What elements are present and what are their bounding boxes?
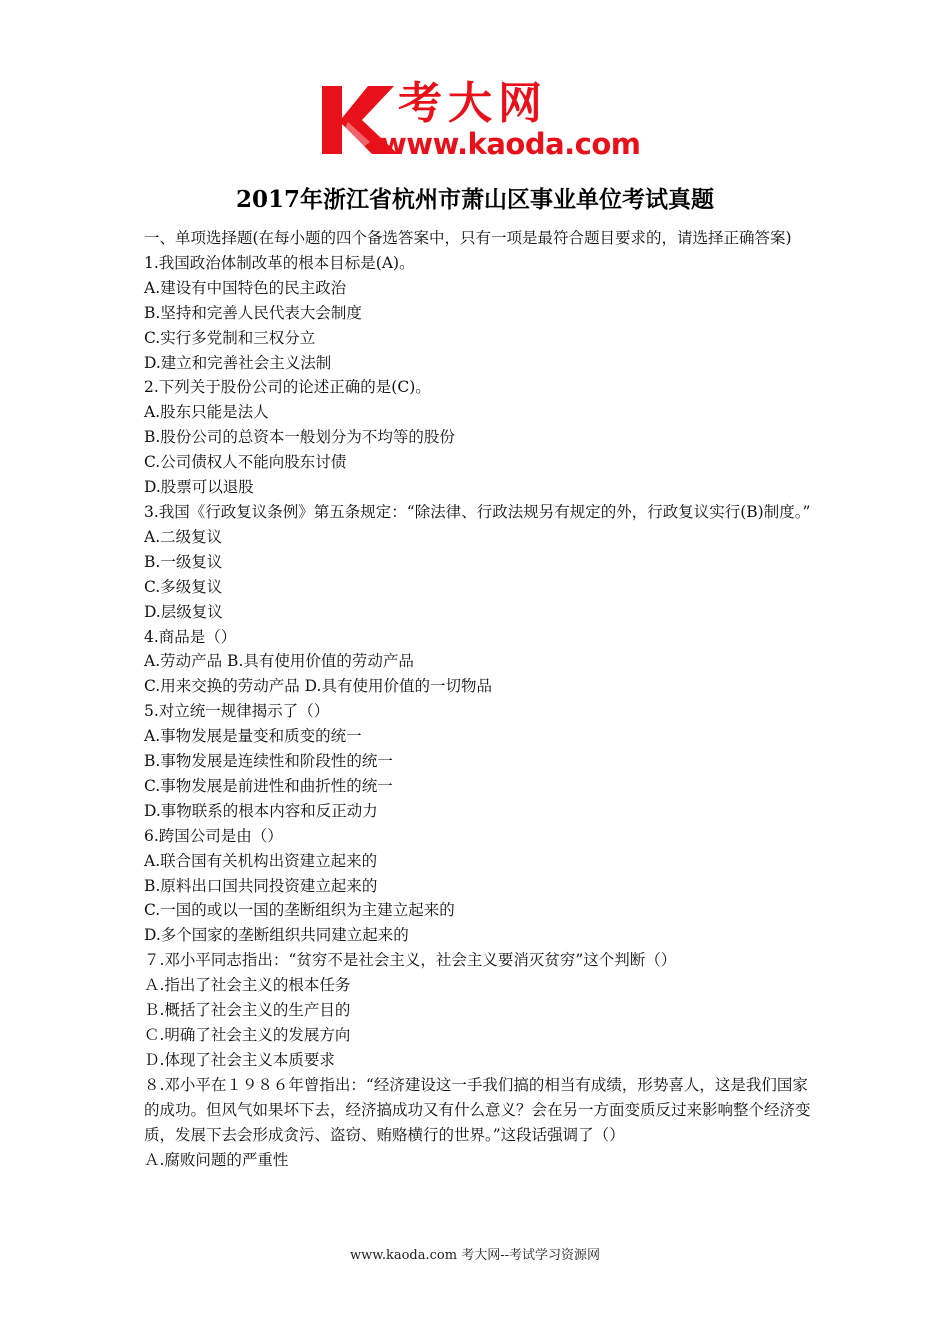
text-line: A.二级复议 — [144, 527, 223, 546]
logo-url-text: www.kaoda.com — [380, 127, 641, 161]
text-line: D.股票可以退股 — [144, 478, 254, 497]
text-line: B.一级复议 — [144, 552, 223, 571]
text-line: C.用来交换的劳动产品 D.具有使用价值的一切物品 — [144, 677, 492, 696]
text-line: C.多级复议 — [144, 577, 223, 596]
text-line: Ｄ.体现了社会主义本质要求 — [144, 1050, 335, 1069]
text-line: B.股份公司的总资本一般划分为不均等的股份 — [144, 428, 455, 447]
text-line: 一、单项选择题(在每小题的四个备选答案中，只有一项是最符合题目要求的，请选择正确答案) — [144, 229, 792, 247]
text-line: A.事物发展是量变和质变的统一 — [144, 727, 362, 746]
text-line: Ａ.腐败问题的严重性 — [144, 1150, 289, 1169]
text-line: D.事物联系的根本内容和反正动力 — [144, 801, 378, 820]
text-line: B.坚持和完善人民代表大会制度 — [144, 303, 362, 322]
text-line: D.多个国家的垄断组织共同建立起来的 — [144, 926, 409, 945]
logo-brand-text: 考大网 — [398, 78, 548, 129]
question-list — [144, 226, 812, 1172]
text-line: A.联合国有关机构出资建立起来的 — [144, 851, 378, 870]
text-line: 4.商品是（） — [144, 627, 237, 646]
text-line: A.建设有中国特色的民主政治 — [144, 278, 347, 297]
text-line: C.公司债权人不能向股东讨债 — [144, 453, 347, 472]
text-line: Ｂ.概括了社会主义的生产目的 — [144, 1001, 351, 1020]
text-line: 5.对立统一规律揭示了（） — [144, 702, 330, 721]
text-line: D.建立和完善社会主义法制 — [144, 353, 332, 372]
kaoda-logo — [318, 78, 641, 162]
text-line: ８.邓小平在１９８６年曾指出：“经济建设这一手我们搞的相当有成绩，形势喜人，这是我们国家的成功。但风气如果坏下去，经济搞成功又有什么意义？会在另一方面变质反过来影响整个经济变质，发展下去会形成贪污、盗窃、贿赂横行的世界。”这段话强调了（） — [144, 1075, 811, 1144]
page-footer: www.kaoda.com 考大网--考试学习资源网 — [350, 1248, 600, 1263]
text-line: A.劳动产品 B.具有使用价值的劳动产品 — [144, 652, 414, 671]
text-line: Ｃ.明确了社会主义的发展方向 — [144, 1026, 351, 1044]
text-line: 3.我国《行政复议条例》第五条规定：“除法律、行政法规另有规定的外，行政复议实行(B)制度。” — [144, 502, 811, 521]
text-line: B.原料出口国共同投资建立起来的 — [144, 876, 378, 895]
text-line: C.事物发展是前进性和曲折性的统一 — [144, 776, 393, 795]
text-line: 6.跨国公司是由（） — [144, 826, 283, 845]
text-line: C.一国的或以一国的垄断组织为主建立起来的 — [144, 901, 455, 920]
text-line: C.实行多党制和三权分立 — [144, 328, 316, 347]
text-line: B.事物发展是连续性和阶段性的统一 — [144, 752, 393, 771]
text-line: A.股东只能是法人 — [144, 403, 269, 422]
text-line: 2.下列关于股份公司的论述正确的是(C)。 — [144, 378, 431, 397]
text-line: 1.我国政治体制改革的根本目标是(A)。 — [144, 253, 415, 272]
text-line: D.层级复议 — [144, 602, 223, 621]
text-line: Ａ.指出了社会主义的根本任务 — [144, 976, 351, 995]
page-title: 2017年浙江省杭州市萧山区事业单位考试真题 — [235, 186, 714, 213]
text-line: ７.邓小平同志指出：“贫穷不是社会主义，社会主义要消灭贫穷”这个判断（） — [144, 951, 677, 970]
